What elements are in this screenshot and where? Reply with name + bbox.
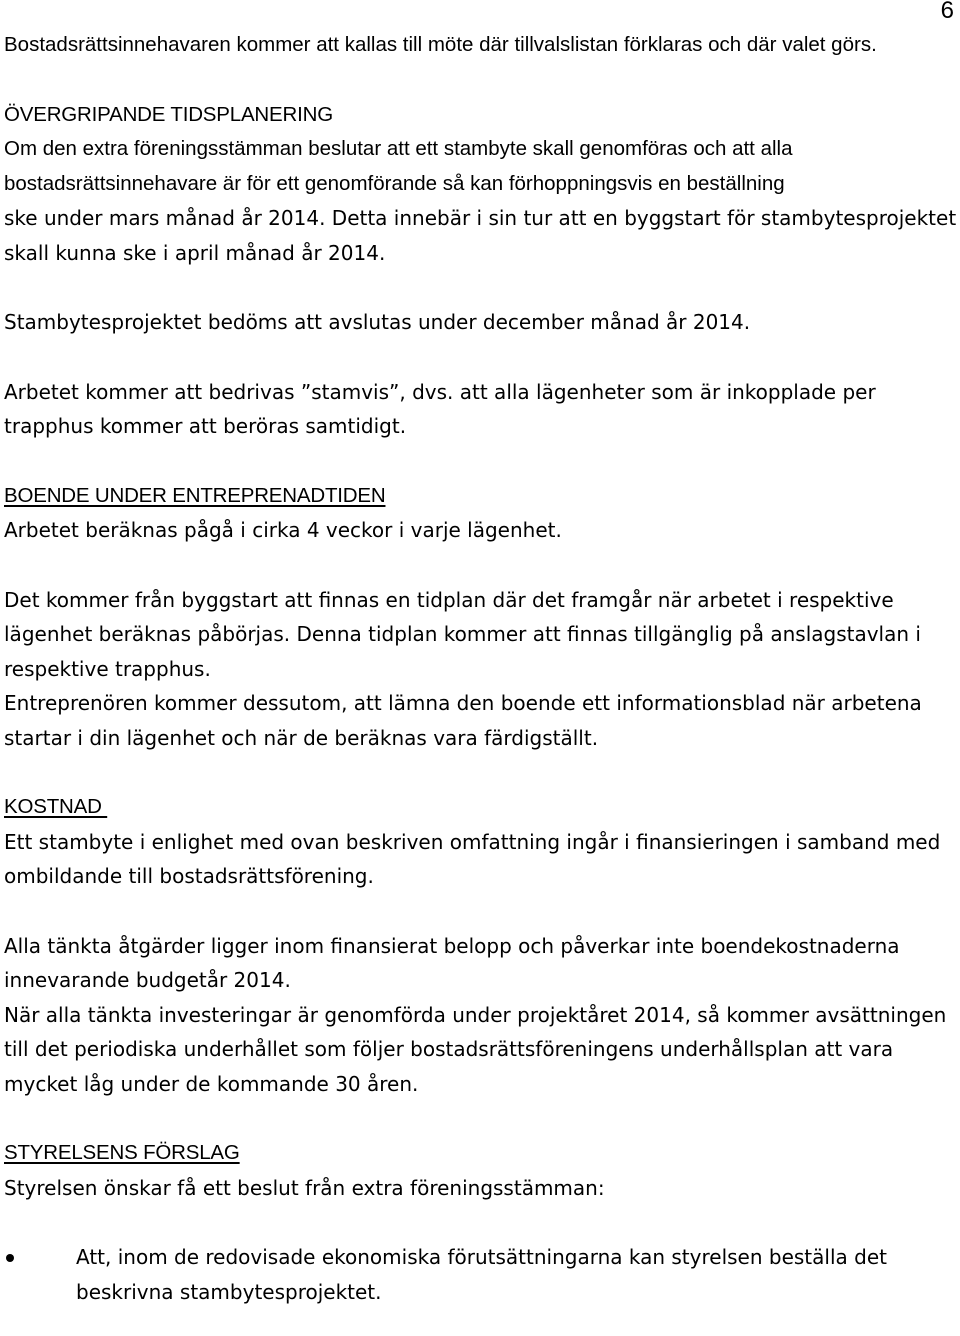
cost-heading: KOSTNAD — [4, 795, 108, 818]
cost-paragraph-2: Alla tänkta åtgärder ligger inom finansierat belopp och påverkar inte boendekostnaderna innevarande budgetår 2014. — [4, 933, 900, 992]
schedule-paragraph-1a: Om den extra föreningsstämman beslutar att ett stambyte skall genomföras och att alla bostadsrättsinnehavare är för ett genomförande så kan förhoppningsvis en beställning — [4, 137, 793, 195]
schedule-paragraph-3: Arbetet kommer att bedrivas ”stamvis”, dvs. att alla lägenheter som är inkopplade per trapphus kommer att beröras samtidigt. — [4, 379, 876, 438]
schedule-paragraph-2: Stambytesprojektet bedöms att avslutas under december månad år 2014. — [4, 310, 751, 334]
schedule-heading: ÖVERGRIPANDE TIDSPLANERING — [4, 102, 333, 126]
list-item — [4, 1240, 960, 1309]
living-paragraph-3: Entreprenören kommer dessutom, att lämna den boende ett informationsblad när arbetena startar i din lägenhet och när de beräknas vara färdigställt. — [4, 691, 922, 750]
document-body — [4, 28, 960, 1309]
living-heading: BOENDE UNDER ENTREPRENADTIDEN — [4, 483, 386, 507]
cost-paragraph-1: Ett stambyte i enlighet med ovan beskriven omfattning ingår i finansieringen i samband med ombildande till bostadsrättsförening. — [4, 829, 941, 888]
intro-paragraph: Bostadsrättsinnehavaren kommer att kallas till möte där tillvalslistan förklaras och där valet görs. — [4, 33, 877, 56]
bullet-icon — [6, 1254, 14, 1262]
list-item-text: Att, inom de redovisade ekonomiska förutsättningarna kan styrelsen beställa det beskrivna stambytesprojektet. — [76, 1245, 887, 1304]
cost-paragraph-3: När alla tänkta investeringar är genomförda under projektåret 2014, så kommer avsättningen till det periodiska underhållet som följer bostadsrättsföreningens underhållsplan att vara mycket låg under de kommande 30 åren. — [4, 1002, 947, 1096]
schedule-paragraph-1b: ske under mars månad år 2014. Detta innebär i sin tur att en byggstart för stambytesprojektet skall kunna ske i april månad år 2014. — [4, 206, 957, 265]
board-heading: STYRELSENS FÖRSLAG — [4, 1141, 240, 1164]
living-paragraph-1: Arbetet beräknas pågå i cirka 4 veckor i varje lägenhet. — [4, 518, 562, 542]
page-number: 6 — [940, 0, 954, 24]
living-paragraph-2: Det kommer från byggstart att finnas en tidplan där det framgår när arbetet i respektive lägenhet beräknas påbörjas. Denna tidplan kommer att finnas tillgänglig på anslagstavlan i respektive trapphus. — [4, 587, 921, 681]
board-proposal-list — [4, 1240, 960, 1309]
board-intro: Styrelsen önskar få ett beslut från extra föreningsstämman: — [4, 1175, 605, 1200]
